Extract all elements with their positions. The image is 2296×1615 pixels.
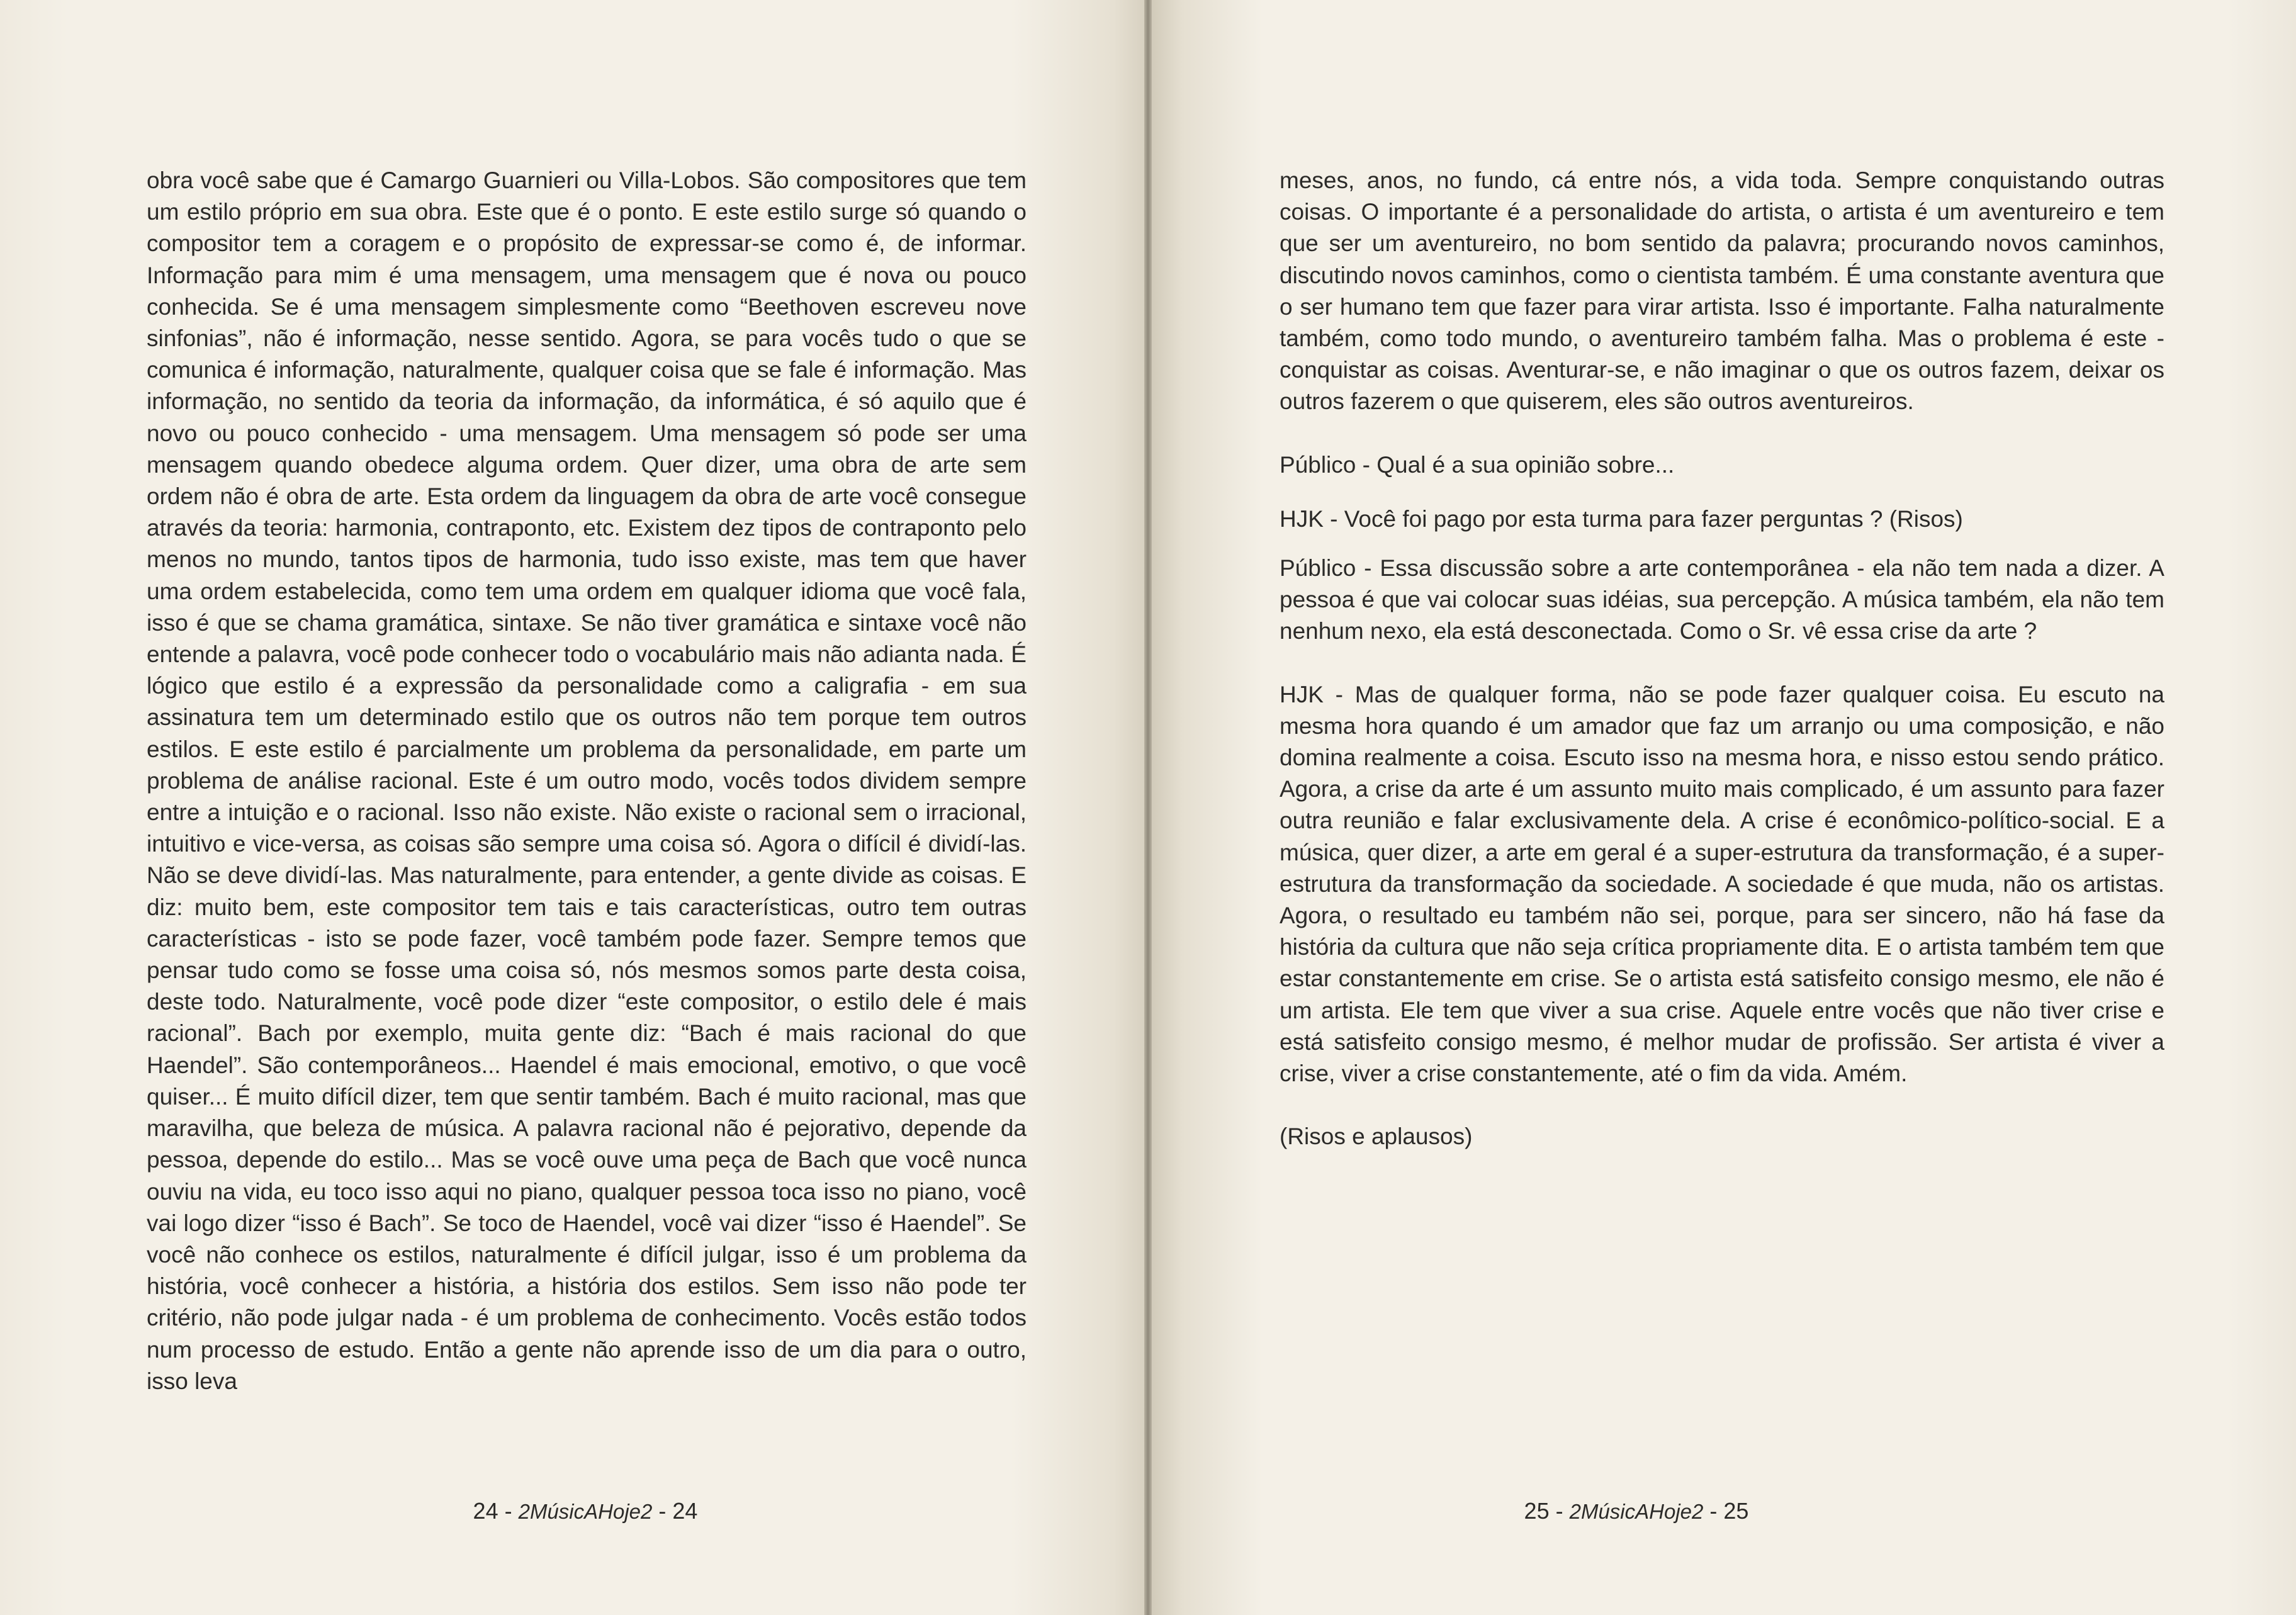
right-folio-number-before: 25 -	[1524, 1498, 1563, 1524]
left-page-text-column	[147, 165, 1027, 1397]
left-page-body-paragraph: obra você sabe que é Camargo Guarnieri ou Villa-Lobos. São compositores que tem um estilo próprio em sua obra. Este que é o ponto. E este estilo surge só quando o compositor tem a coragem e o propósito de expressar-se como é, de informar. Informação para mim é uma mensagem, uma mensagem que é nova ou pouco conhecida. Se é uma mensagem simplesmente como “Beethoven escreveu nove sinfonias”, não é informação, nesse sentido. Agora, se para vocês tudo o que se comunica é informação, naturalmente, qualquer coisa que se fale é informação. Mas informação, no sentido da teoria da informação, da informática, é só aquilo que é novo ou pouco conhecido - uma mensagem. Uma mensagem só pode ser uma mensagem quando obedece alguma ordem. Quer dizer, uma obra de arte sem ordem não é obra de arte. Esta ordem da linguagem da obra de arte você consegue através da teoria: harmonia, contraponto, etc. Existem dez tipos de contraponto pelo menos no mundo, tantos tipos de harmonia, tudo isso existe, mas tem que haver uma ordem estabelecida, como tem uma ordem em qualquer idioma que você fala, isso é que se chama gramática, sintaxe. Se não tiver gramática e sintaxe você não entende a palavra, você pode conhecer todo o vocabulário mais não adianta nada. É lógico que estilo é a expressão da personalidade como a caligrafia - em sua assinatura tem um determinado estilo que os outros não tem porque tem outros estilos. E este estilo é parcialmente um problema da personalidade, em parte um problema de análise racional. Este é um outro modo, vocês todos dividem sempre entre a intuição e o racional. Isso não existe. Não existe o racional sem o irracional, intuitivo e vice-versa, as coisas são sempre uma coisa só. Agora o difícil é dividí-las. Não se deve dividí-las. Mas naturalmente, para entender, a gente divide as coisas. E diz: muito bem, este compositor tem tais e tais características, outro tem outras características - isto se pode fazer, você também pode fazer. Sempre temos que pensar tudo como se fosse uma coisa só, nós mesmos somos parte desta coisa, deste todo. Naturalmente, você pode dizer “este compositor, o estilo dele é mais racional”. Bach por exemplo, muita gente diz: “Bach é mais racional do que Haendel”. São contemporâneos... Haendel é mais emocional, emotivo, o que você quiser... É muito difícil dizer, tem que sentir também. Bach é muito racional, mas que maravilha, que beleza de música. A palavra racional não é pejorativo, depende da pessoa, depende do estilo... Mas se você ouve uma peça de Bach que você nunca ouviu na vida, eu toco isso aqui no piano, qualquer pessoa toca isso no piano, você vai logo dizer “isso é Bach”. Se toco de Haendel, você vai dizer “isso é Haendel”. Se você não conhece os estilos, naturalmente é difícil julgar, isso é um problema da história, você conhecer a história, a história dos estilos. Sem isso não pode ter critério, não pode julgar nada - é um problema de conhecimento. Vocês estão todos num processo de estudo. Então a gente não aprende isso de um dia para o outro, isso leva	[147, 167, 1027, 1394]
book-gutter	[1144, 0, 1152, 1615]
right-folio-journal-name: 2MúsicAHoje2	[1569, 1500, 1704, 1523]
left-folio-journal-name: 2MúsicAHoje2	[518, 1500, 653, 1523]
right-folio-number-after: - 25	[1709, 1498, 1749, 1524]
left-page-number	[397, 1498, 774, 1524]
right-page-paragraph-2: Público - Qual é a sua opinião sobre...	[1280, 451, 1675, 478]
right-page	[1148, 0, 2296, 1615]
left-folio-number-before: 24 -	[473, 1498, 512, 1524]
right-page-paragraph-6: (Risos e aplausos)	[1280, 1123, 1473, 1150]
right-page-number	[1448, 1498, 1825, 1524]
right-page-paragraph-5: HJK - Mas de qualquer forma, não se pode fazer qualquer coisa. Eu escuto na mesma hora quando é um amador que faz um arranjo ou uma composição, e não domina realmente a coisa. Escuto isso na mesma hora, e nisso estou sendo prático. Agora, a crise da arte é um assunto muito mais complicado, é um assunto para fazer outra reunião e falar exclusivamente dela. A crise é econômico-político-social. E a música, quer dizer, a arte em geral é a super-estrutura da transformação, é a super-estrutura da transformação da sociedade. A sociedade é que muda, não os artistas. Agora, o resultado eu também não sei, porque, para ser sincero, não há fase da história da cultura que não seja crítica propriamente dita. E o artista também tem que estar constantemente em crise. Se o artista está satisfeito consigo mesmo, ele não é um artista. Ele tem que viver a sua crise. Aquele entre vocês que não tiver crise e está satisfeito consigo mesmo, é melhor mudar de profissão. Ser artista é viver a crise, viver a crise constantemente, até o fim da vida. Amém.	[1280, 681, 2164, 1087]
right-page-paragraph-1: meses, anos, no fundo, cá entre nós, a vida toda. Sempre conquistando outras coisas. O importante é a personalidade do artista, o artista é um aventureiro e tem que ser um aventureiro, no bom sentido da palavra; procurando novos caminhos, discutindo novos caminhos, como o cientista também. É uma constante aventura que o ser humano tem que fazer para virar artista. Isso é importante. Falha naturalmente também, como todo mundo, o aventureiro também falha. Mas o problema é este - conquistar as coisas. Aventurar-se, e não imaginar o que os outros fazem, deixar os outros fazerem o que quiserem, eles são outros aventureiros.	[1280, 167, 2164, 415]
right-page-paragraph-4: Público - Essa discussão sobre a arte contemporânea - ela não tem nada a dizer. A pessoa é que vai colocar suas idéias, sua percepção. A música também, ela não tem nenhum nexo, ela está desconectada. Como o Sr. vê essa crise da arte ?	[1280, 555, 2164, 644]
right-page-paragraph-3: HJK - Você foi pago por esta turma para fazer perguntas ? (Risos)	[1280, 505, 1963, 532]
left-folio-number-after: - 24	[658, 1498, 698, 1524]
right-page-text-column	[1280, 165, 2164, 1152]
